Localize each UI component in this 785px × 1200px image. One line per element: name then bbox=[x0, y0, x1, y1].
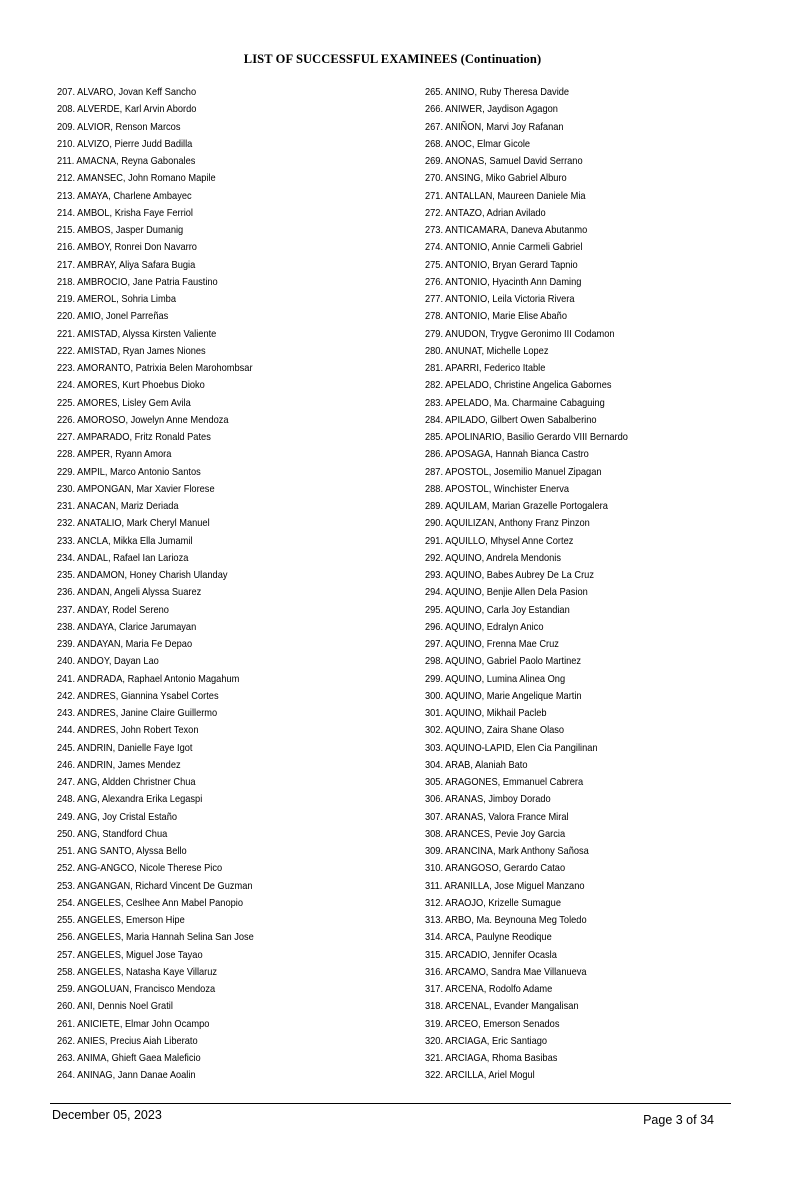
examinee-row: 273. ANTICAMARA, Daneva Abutanmo bbox=[425, 225, 588, 236]
examinee-row: 264. ANINAG, Jann Danae Aoalin bbox=[57, 1070, 196, 1082]
examinee-row: 243. ANDRES, Janine Claire Guillermo bbox=[57, 708, 218, 719]
examinee-row: 263. ANIMA, Ghieft Gaea Maleficio bbox=[57, 1053, 201, 1064]
examinee-row: 233. ANCLA, Mikka Ella Jumamil bbox=[57, 535, 193, 547]
examinee-row: 242. ANDRES, Giannina Ysabel Cortes bbox=[57, 690, 219, 702]
examinee-row: 220. AMIO, Jonel Parreñas bbox=[57, 311, 169, 323]
examinee-row: 317. ARCENA, Rodolfo Adame bbox=[425, 984, 553, 995]
examinee-row: 234. ANDAL, Rafael Ian Larioza bbox=[57, 552, 189, 564]
examinee-row: 295. AQUINO, Carla Joy Estandian bbox=[425, 604, 570, 616]
examinee-row: 227. AMPARADO, Fritz Ronald Pates bbox=[57, 432, 211, 443]
examinee-row: 232. ANATALIO, Mark Cheryl Manuel bbox=[57, 518, 210, 530]
examinee-row: 296. AQUINO, Edralyn Anico bbox=[425, 621, 544, 633]
examinee-row: 269. ANONAS, Samuel David Serrano bbox=[425, 156, 583, 167]
examinee-row: 256. ANGELES, Maria Hannah Selina San Jose bbox=[57, 932, 254, 944]
examinee-row: 236. ANDAN, Angeli Alyssa Suarez bbox=[57, 587, 202, 599]
examinee-row: 210. ALVIZO, Pierre Judd Badilla bbox=[57, 138, 193, 150]
examinee-row: 265. ANINO, Ruby Theresa Davide bbox=[425, 87, 570, 98]
examinee-row: 255. ANGELES, Emerson Hipe bbox=[57, 915, 185, 926]
examinee-row: 310. ARANGOSO, Gerardo Catao bbox=[425, 863, 566, 875]
examinee-row: 258. ANGELES, Natasha Kaye Villaruz bbox=[57, 966, 218, 978]
examinee-row: 304. ARAB, Alaniah Bato bbox=[425, 759, 528, 771]
examinee-row: 211. AMACNA, Reyna Gabonales bbox=[57, 156, 196, 167]
examinee-row: 216. AMBOY, Ronrei Don Navarro bbox=[57, 242, 197, 254]
examinee-row: 293. AQUINO, Babes Aubrey De La Cruz bbox=[425, 570, 594, 581]
examinee-row: 298. AQUINO, Gabriel Paolo Martinez bbox=[425, 656, 582, 668]
examinee-row: 237. ANDAY, Rodel Sereno bbox=[57, 604, 169, 616]
examinee-row: 231. ANACAN, Mariz Deriada bbox=[57, 501, 179, 512]
examinee-row: 284. APILADO, Gilbert Owen Sabalberino bbox=[425, 414, 597, 426]
examinee-row: 245. ANDRIN, Danielle Faye Igot bbox=[57, 742, 193, 754]
examinee-row: 250. ANG, Standford Chua bbox=[57, 828, 168, 840]
examinee-row: 306. ARANAS, Jimboy Dorado bbox=[425, 794, 551, 806]
examinee-row: 212. AMANSEC, John Romano Mapile bbox=[57, 173, 216, 185]
examinee-row: 318. ARCENAL, Evander Mangalisan bbox=[425, 1001, 579, 1013]
examinee-row: 309. ARANCINA, Mark Anthony Sañosa bbox=[425, 846, 589, 857]
examinee-row: 270. ANSING, Miko Gabriel Alburo bbox=[425, 173, 567, 185]
examinee-row: 252. ANG-ANGCO, Nicole Therese Pico bbox=[57, 863, 223, 875]
examinee-row: 291. AQUILLO, Mhysel Anne Cortez bbox=[425, 535, 574, 547]
examinee-row: 281. APARRI, Federico Itable bbox=[425, 363, 546, 374]
footer-page-number: Page 3 of 34 bbox=[643, 1113, 714, 1127]
examinee-row: 248. ANG, Alexandra Erika Legaspi bbox=[57, 794, 203, 806]
examinee-row: 251. ANG SANTO, Alyssa Bello bbox=[57, 846, 187, 857]
examinee-row: 308. ARANCES, Pevie Joy Garcia bbox=[425, 828, 566, 840]
examinee-row: 208. ALVERDE, Karl Arvin Abordo bbox=[57, 104, 197, 116]
examinee-row: 302. AQUINO, Zaira Shane Olaso bbox=[425, 725, 565, 737]
examinee-row: 277. ANTONIO, Leila Victoria Rivera bbox=[425, 294, 575, 305]
examinee-row: 230. AMPONGAN, Mar Xavier Florese bbox=[57, 483, 215, 495]
examinee-row: 278. ANTONIO, Marie Elise Abaño bbox=[425, 311, 568, 323]
examinee-row: 217. AMBRAY, Aliya Safara Bugia bbox=[57, 259, 196, 271]
page-title: LIST OF SUCCESSFUL EXAMINEES (Continuation) bbox=[243, 52, 542, 66]
examinee-row: 290. AQUILIZAN, Anthony Franz Pinzon bbox=[425, 518, 590, 530]
examinee-row: 275. ANTONIO, Bryan Gerard Tapnio bbox=[425, 259, 578, 271]
examinee-row: 279. ANUDON, Trygve Geronimo III Codamon bbox=[425, 328, 615, 340]
examinee-row: 262. ANIES, Precius Aiah Liberato bbox=[57, 1035, 198, 1047]
examinee-row: 213. AMAYA, Charlene Ambayec bbox=[57, 190, 192, 202]
examinee-row: 257. ANGELES, Miguel Jose Tayao bbox=[57, 949, 203, 961]
examinee-row: 219. AMEROL, Sohria Limba bbox=[57, 294, 176, 305]
examinee-row: 321. ARCIAGA, Rhoma Basibas bbox=[425, 1053, 558, 1064]
examinee-row: 259. ANGOLUAN, Francisco Mendoza bbox=[57, 984, 216, 995]
examinee-row: 261. ANICIETE, Elmar John Ocampo bbox=[57, 1018, 210, 1030]
examinee-row: 322. ARCILLA, Ariel Mogul bbox=[425, 1070, 535, 1082]
examinee-row: 228. AMPER, Ryann Amora bbox=[57, 449, 172, 461]
examinee-row: 224. AMORES, Kurt Phoebus Dioko bbox=[57, 380, 205, 392]
examinee-row: 280. ANUNAT, Michelle Lopez bbox=[425, 345, 549, 357]
examinee-row: 267. ANIÑON, Marvi Joy Rafanan bbox=[425, 121, 564, 133]
examinee-row: 292. AQUINO, Andrela Mendonis bbox=[425, 552, 561, 564]
examinee-row: 244. ANDRES, John Robert Texon bbox=[57, 725, 199, 737]
examinee-row: 215. AMBOS, Jasper Dumanig bbox=[57, 225, 184, 236]
examinee-row: 297. AQUINO, Frenna Mae Cruz bbox=[425, 639, 559, 650]
examinee-row: 241. ANDRADA, Raphael Antonio Magahum bbox=[57, 673, 240, 685]
examinee-row: 320. ARCIAGA, Eric Santiago bbox=[425, 1035, 548, 1047]
examinee-row: 311. ARANILLA, Jose Miguel Manzano bbox=[425, 880, 585, 892]
examinee-row: 218. AMBROCIO, Jane Patria Faustino bbox=[57, 276, 218, 288]
examinee-row: 305. ARAGONES, Emmanuel Cabrera bbox=[425, 777, 584, 788]
examinee-row: 312. ARAOJO, Krizelle Sumague bbox=[425, 897, 561, 909]
examinee-row: 239. ANDAYAN, Maria Fe Depao bbox=[57, 639, 193, 650]
examinee-row: 300. AQUINO, Marie Angelique Martin bbox=[425, 690, 582, 702]
examinee-row: 314. ARCA, Paulyne Reodique bbox=[425, 932, 552, 944]
examinee-row: 289. AQUILAM, Marian Grazelle Portogalera bbox=[425, 501, 608, 512]
examinee-row: 315. ARCADIO, Jennifer Ocasla bbox=[425, 949, 557, 961]
examinee-row: 268. ANOC, Elmar Gicole bbox=[425, 138, 531, 150]
examinee-row: 249. ANG, Joy Cristal Estaño bbox=[57, 811, 178, 823]
examinee-row: 238. ANDAYA, Clarice Jarumayan bbox=[57, 621, 197, 633]
footer-divider bbox=[50, 1103, 731, 1104]
examinee-row: 214. AMBOL, Krisha Faye Ferriol bbox=[57, 207, 193, 219]
examinee-row: 316. ARCAMO, Sandra Mae Villanueva bbox=[425, 966, 587, 978]
examinee-row: 240. ANDOY, Dayan Lao bbox=[57, 656, 159, 668]
examinee-row: 225. AMORES, Lisley Gem Avila bbox=[57, 397, 191, 409]
footer-date: December 05, 2023 bbox=[52, 1108, 162, 1122]
examinee-row: 307. ARANAS, Valora France Miral bbox=[425, 811, 569, 823]
examinee-row: 288. APOSTOL, Winchister Enerva bbox=[425, 483, 570, 495]
examinee-row: 221. AMISTAD, Alyssa Kirsten Valiente bbox=[57, 328, 217, 340]
examinee-row: 319. ARCEO, Emerson Senados bbox=[425, 1018, 560, 1030]
examinee-row: 226. AMOROSO, Jowelyn Anne Mendoza bbox=[57, 414, 229, 426]
examinee-row: 254. ANGELES, Ceslhee Ann Mabel Panopio bbox=[57, 897, 243, 909]
examinee-row: 223. AMORANTO, Patrixia Belen Marohombsar bbox=[57, 363, 253, 374]
examinee-row: 299. AQUINO, Lumina Alinea Ong bbox=[425, 673, 566, 685]
examinee-row: 271. ANTALLAN, Maureen Daniele Mia bbox=[425, 190, 586, 202]
examinee-list-left bbox=[57, 84, 407, 1085]
examinee-row: 301. AQUINO, Mikhail Pacleb bbox=[425, 708, 547, 719]
examinee-row: 260. ANI, Dennis Noel Gratil bbox=[57, 1001, 173, 1013]
examinee-row: 294. AQUINO, Benjie Allen Dela Pasion bbox=[425, 587, 588, 599]
examinee-row: 209. ALVIOR, Renson Marcos bbox=[57, 121, 181, 133]
examinee-row: 282. APELADO, Christine Angelica Gabornes bbox=[425, 380, 612, 392]
examinee-row: 276. ANTONIO, Hyacinth Ann Daming bbox=[425, 276, 582, 288]
examinee-row: 253. ANGANGAN, Richard Vincent De Guzman bbox=[57, 880, 253, 892]
examinee-row: 286. APOSAGA, Hannah Bianca Castro bbox=[425, 449, 589, 461]
examinee-row: 272. ANTAZO, Adrian Avilado bbox=[425, 207, 546, 219]
examinee-row: 274. ANTONIO, Annie Carmeli Gabriel bbox=[425, 242, 583, 254]
examinee-row: 247. ANG, Aldden Christner Chua bbox=[57, 777, 196, 788]
examinee-row: 207. ALVARO, Jovan Keff Sancho bbox=[57, 87, 197, 98]
examinee-row: 266. ANIWER, Jaydison Agagon bbox=[425, 104, 558, 116]
examinee-row: 303. AQUINO-LAPID, Elen Cia Pangilinan bbox=[425, 742, 598, 754]
examinee-row: 283. APELADO, Ma. Charmaine Cabaguing bbox=[425, 397, 605, 409]
examinee-row: 222. AMISTAD, Ryan James Niones bbox=[57, 345, 206, 357]
examinee-row: 229. AMPIL, Marco Antonio Santos bbox=[57, 466, 201, 478]
examinee-row: 287. APOSTOL, Josemilio Manuel Zipagan bbox=[425, 466, 602, 478]
examinee-row: 235. ANDAMON, Honey Charish Ulanday bbox=[57, 570, 228, 581]
examinee-row: 285. APOLINARIO, Basilio Gerardo VIII Bernardo bbox=[425, 432, 628, 443]
examinee-list-right bbox=[425, 84, 745, 1085]
examinee-row: 313. ARBO, Ma. Beynouna Meg Toledo bbox=[425, 915, 587, 926]
examinee-row: 246. ANDRIN, James Mendez bbox=[57, 759, 181, 771]
